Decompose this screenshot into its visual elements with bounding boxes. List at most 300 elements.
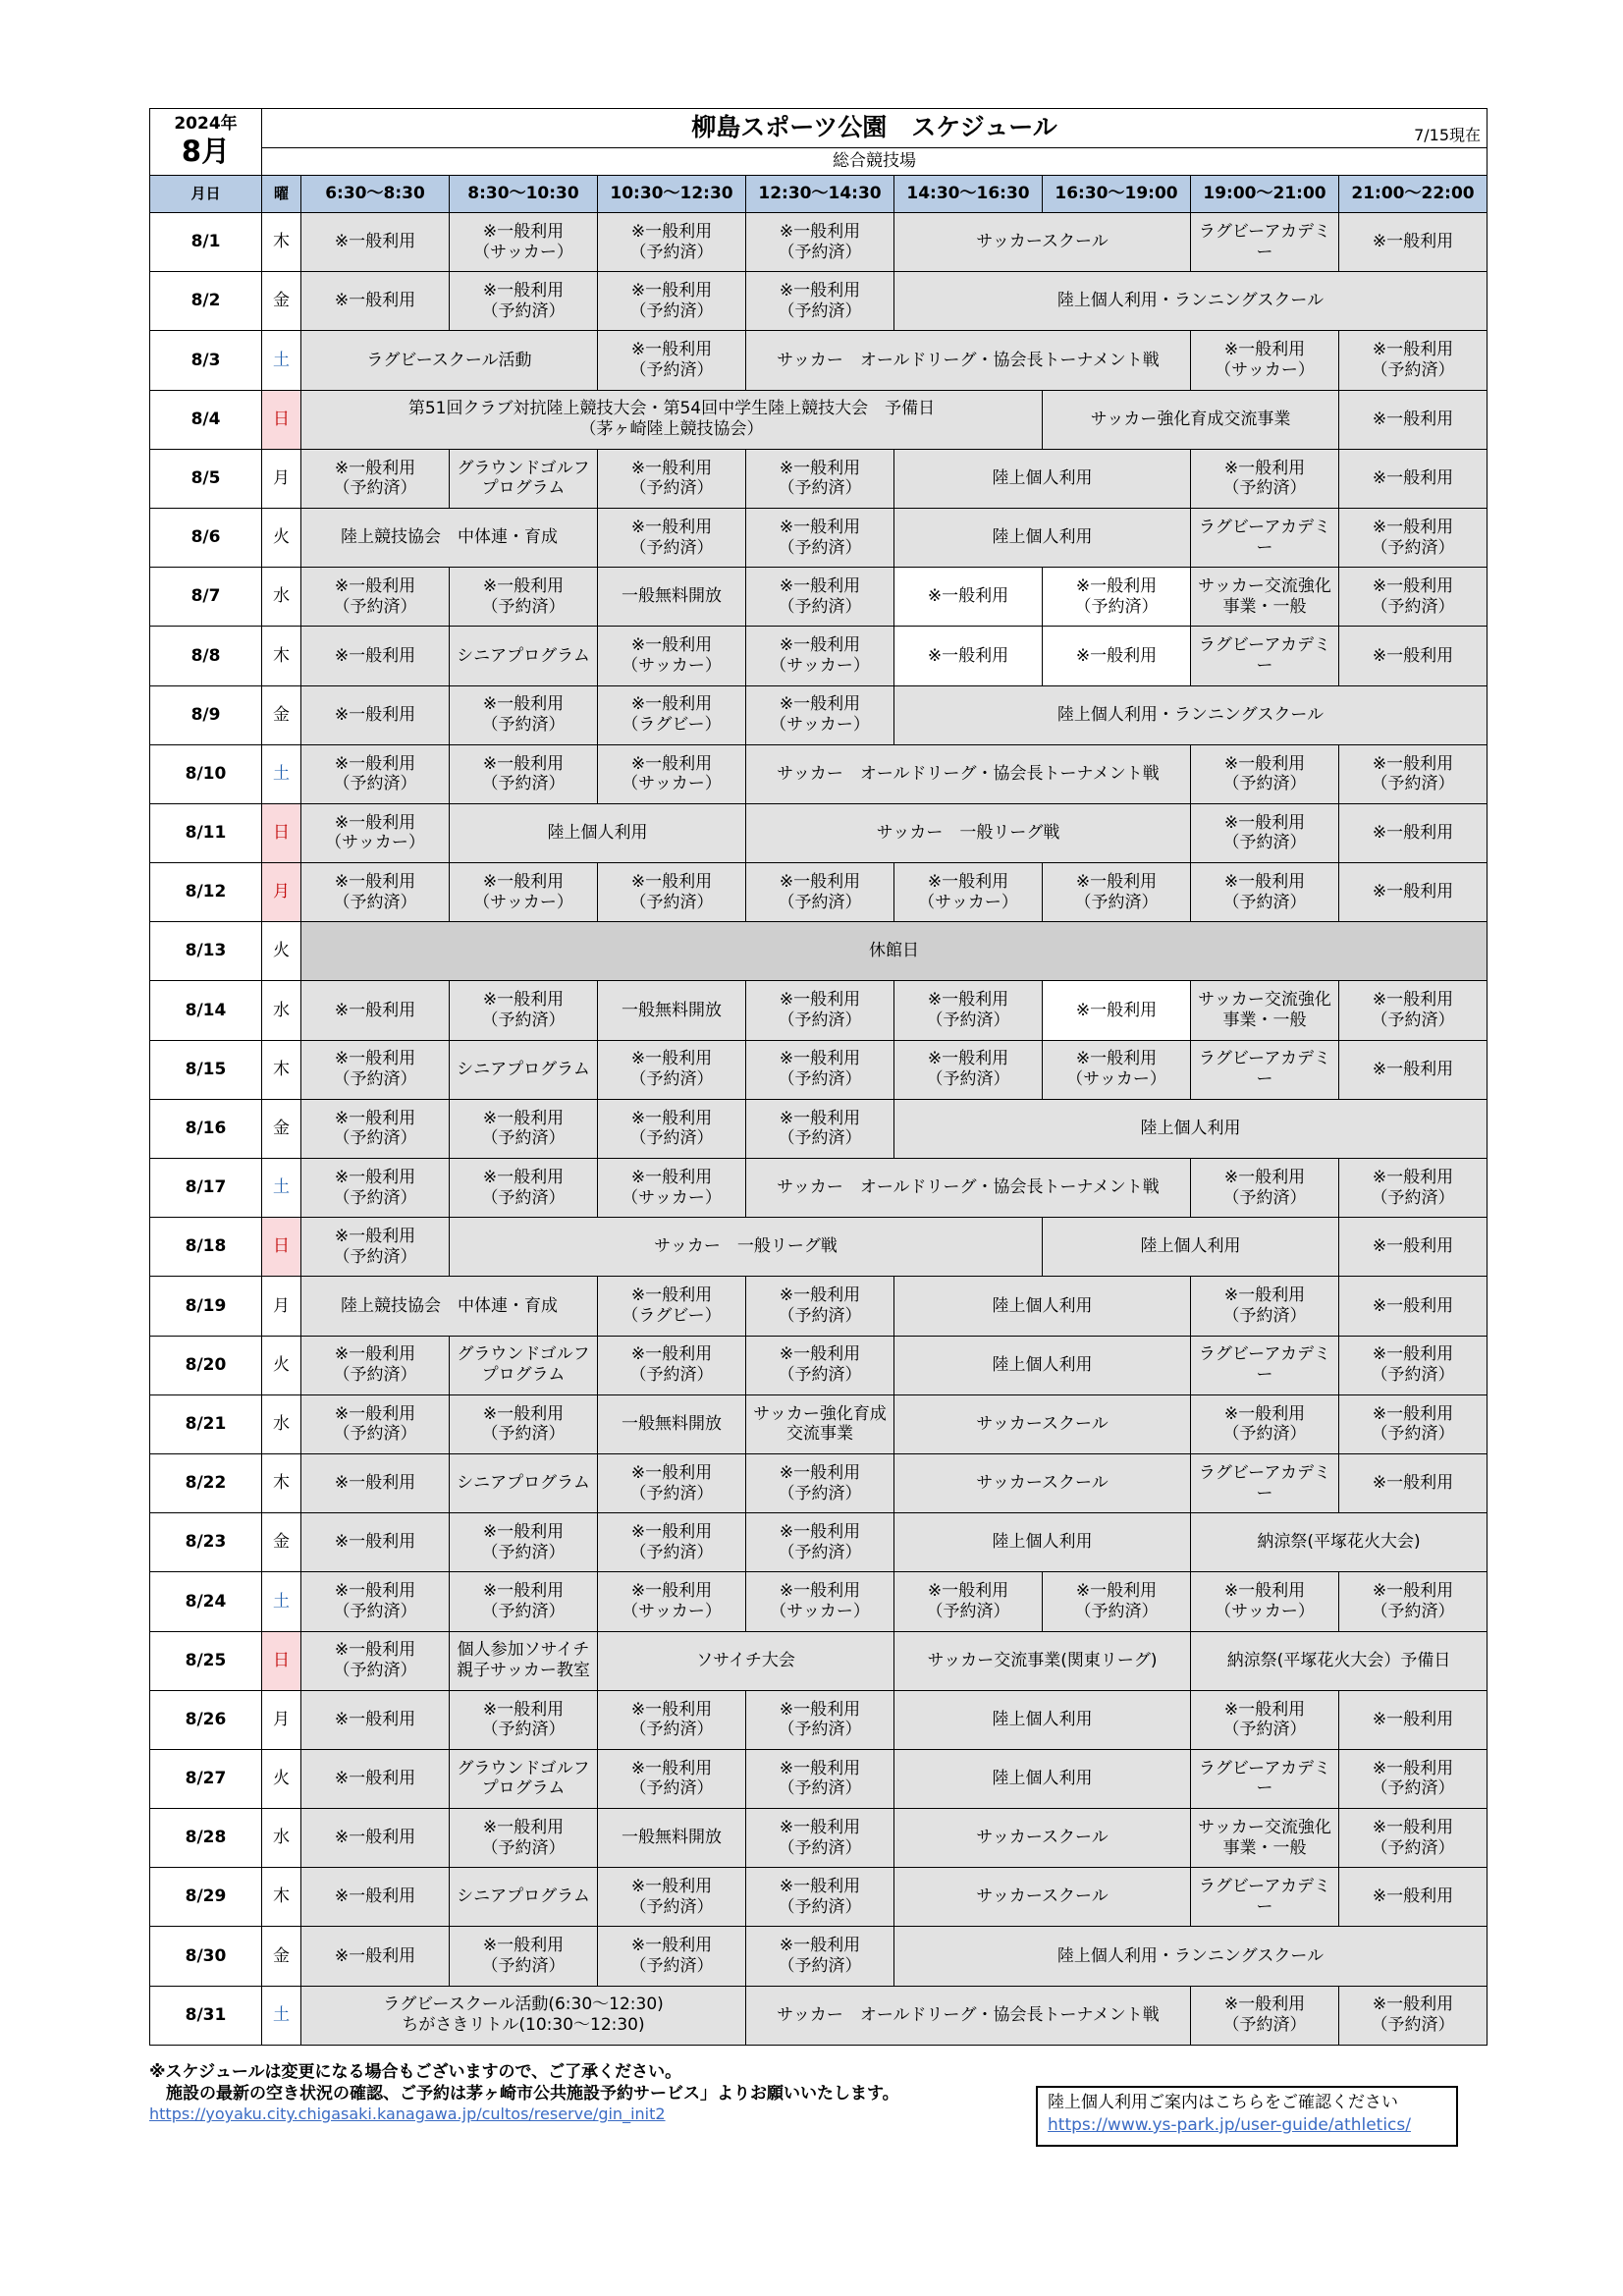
slot-subtext: （予約済） — [1074, 1601, 1159, 1621]
schedule-sheet — [149, 108, 1487, 2046]
slot-cell — [1339, 1809, 1488, 1868]
slot-cell — [1339, 331, 1488, 390]
slot-text: ※一般利用 — [1372, 645, 1454, 666]
slot-cell — [301, 1218, 450, 1277]
slot-subtext: （予約済） — [778, 1128, 862, 1149]
slot-text: ※一般利用 — [482, 221, 565, 242]
slot-subtext: （予約済） — [481, 1837, 566, 1858]
title-cell — [262, 109, 1488, 148]
slot-cell — [450, 863, 598, 922]
athletics-guide-link[interactable]: https://www.ys-park.jp/user-guide/athletics/ — [1048, 2114, 1411, 2135]
date-cell: 8/13 — [150, 922, 262, 981]
slot-cell — [894, 1809, 1191, 1868]
slot-cell — [598, 1277, 746, 1336]
slot-subtext: （予約済） — [1222, 2015, 1307, 2036]
slot-text: サッカースクール — [976, 1828, 1109, 1848]
slot-header: 16:30～19:00 — [1043, 176, 1191, 213]
slot-text: 陸上個人利用 — [992, 1532, 1093, 1553]
slot-cell — [1043, 1218, 1339, 1277]
slot-text: ※一般利用 — [334, 232, 416, 252]
slot-subtext: （予約済） — [629, 301, 714, 321]
slot-text: ※一般利用 — [334, 1886, 416, 1907]
slot-cell — [1191, 1690, 1339, 1749]
slot-cell — [1043, 981, 1191, 1040]
slot-cell — [1191, 1513, 1488, 1572]
slot-subtext: （予約済） — [1222, 1187, 1307, 1208]
slot-subtext: プログラム — [481, 478, 566, 499]
slot-cell — [746, 1336, 894, 1394]
slot-cell — [746, 744, 1191, 803]
slot-text: サッカー オールドリーグ・協会長トーナメント戦 — [777, 1177, 1160, 1198]
slot-cell — [301, 1513, 450, 1572]
slot-cell — [894, 1572, 1043, 1631]
slot-text: ※一般利用 — [1223, 1995, 1306, 2015]
slot-cell — [1339, 803, 1488, 862]
slot-text: ラグビーアカデミー — [1198, 1462, 1331, 1503]
slot-header: 14:30～16:30 — [894, 176, 1043, 213]
slot-cell — [450, 449, 598, 508]
date-cell: 8/15 — [150, 1040, 262, 1099]
slot-text: ※一般利用 — [1075, 1000, 1158, 1020]
weekday-cell: 水 — [262, 1394, 301, 1453]
facility-name: 総合競技場 — [262, 148, 1488, 176]
slot-text: サッカー交流強化事業・一般 — [1198, 1817, 1331, 1858]
slot-cell — [598, 1690, 746, 1749]
slot-cell — [301, 508, 598, 567]
slot-text: ※一般利用 — [927, 586, 1009, 607]
slot-text: ※一般利用 — [779, 1581, 861, 1602]
slot-text: ※一般利用 — [779, 1817, 861, 1837]
slot-cell — [598, 568, 746, 627]
weekday-cell: 木 — [262, 213, 301, 272]
slot-subtext: （予約済） — [1371, 1011, 1455, 1031]
slot-cell — [301, 627, 450, 685]
slot-cell — [301, 1453, 450, 1512]
slot-text: ※一般利用 — [630, 221, 713, 242]
slot-cell — [450, 1099, 598, 1158]
slot-cell — [746, 1159, 1191, 1218]
slot-cell — [1191, 863, 1339, 922]
slot-text: ※一般利用 — [334, 704, 416, 725]
slot-cell — [1339, 863, 1488, 922]
slot-text: ※一般利用 — [334, 1167, 416, 1187]
slot-cell — [894, 449, 1191, 508]
slot-subtext: （予約済） — [481, 1187, 566, 1208]
date-cell: 8/26 — [150, 1690, 262, 1749]
date-cell: 8/3 — [150, 331, 262, 390]
slot-cell — [598, 1809, 746, 1868]
slot-cell — [450, 627, 598, 685]
slot-cell — [1339, 1868, 1488, 1927]
slot-subtext: （予約済） — [926, 1601, 1010, 1621]
slot-text: ※一般利用 — [779, 575, 861, 596]
slot-header: 19:00～21:00 — [1191, 176, 1339, 213]
slot-cell — [301, 981, 450, 1040]
slot-subtext: （予約済） — [778, 1069, 862, 1090]
slot-cell — [301, 1040, 450, 1099]
weekday-cell: 土 — [262, 1572, 301, 1631]
column-header-row — [150, 176, 1488, 213]
slot-cell — [1191, 1749, 1339, 1808]
date-cell: 8/9 — [150, 685, 262, 744]
weekday-cell: 火 — [262, 922, 301, 981]
slot-subtext: （茅ヶ崎陸上競技協会） — [579, 419, 764, 440]
slot-subtext: （予約済） — [1371, 1837, 1455, 1858]
slot-subtext: （予約済） — [629, 242, 714, 262]
slot-subtext: （予約済） — [481, 774, 566, 794]
slot-cell — [301, 1809, 450, 1868]
slot-cell — [746, 1572, 894, 1631]
slot-cell — [746, 1868, 894, 1927]
weekday-cell: 土 — [262, 331, 301, 390]
slot-text: ラグビーアカデミー — [1198, 635, 1331, 676]
slot-text: ※一般利用 — [779, 1936, 861, 1956]
slot-text: ※一般利用 — [630, 1344, 713, 1365]
slot-cell — [894, 213, 1191, 272]
slot-text: ※一般利用 — [630, 1108, 713, 1128]
slot-subtext: （サッカー） — [1215, 1601, 1315, 1621]
slot-subtext: （サッカー） — [622, 774, 722, 794]
slot-text: ※一般利用 — [334, 1000, 416, 1020]
slot-cell — [894, 568, 1043, 627]
weekday-cell: 日 — [262, 803, 301, 862]
year-month-cell — [150, 109, 262, 176]
schedule-row — [150, 1809, 1488, 1868]
slot-text: サッカー 一般リーグ戦 — [654, 1236, 838, 1257]
slot-cell — [301, 272, 450, 331]
slot-text: グラウンドゴルフ — [457, 1758, 590, 1778]
slot-cell — [450, 1927, 598, 1986]
slot-subtext: （予約済） — [1222, 1305, 1307, 1326]
slot-cell — [746, 685, 894, 744]
schedule-row — [150, 568, 1488, 627]
weekday-cell: 月 — [262, 449, 301, 508]
closed-day-cell — [301, 922, 1488, 981]
slot-cell — [450, 213, 598, 272]
weekday-cell: 土 — [262, 1986, 301, 2045]
slot-text: ※一般利用 — [1223, 1699, 1306, 1720]
slot-subtext: （予約済） — [629, 1069, 714, 1090]
slot-cell — [450, 981, 598, 1040]
schedule-row — [150, 449, 1488, 508]
slot-cell — [598, 508, 746, 567]
slot-subtext: （予約済） — [629, 478, 714, 499]
slot-text: シニアプログラム — [457, 1886, 590, 1907]
slot-text: 納涼祭(平塚花火大会）予備日 — [1226, 1650, 1451, 1670]
slot-text: ※一般利用 — [1372, 1886, 1454, 1907]
slot-cell — [598, 449, 746, 508]
slot-text: 陸上個人利用 — [1140, 1119, 1241, 1139]
slot-subtext: （予約済） — [778, 301, 862, 321]
slot-text: ※一般利用 — [630, 871, 713, 892]
slot-subtext: （サッカー） — [770, 655, 870, 676]
slot-text: ※一般利用 — [1372, 1473, 1454, 1494]
slot-subtext: （サッカー） — [770, 1601, 870, 1621]
slot-text: ※一般利用 — [334, 753, 416, 774]
slot-cell — [450, 1513, 598, 1572]
slot-text: ※一般利用 — [779, 1462, 861, 1483]
slot-text: ※一般利用 — [482, 1817, 565, 1837]
slot-text: ラグビーアカデミー — [1198, 517, 1331, 558]
slot-cell — [301, 1927, 450, 1986]
slot-text: ※一般利用 — [927, 1581, 1009, 1602]
slot-cell — [450, 1336, 598, 1394]
slot-cell — [746, 449, 894, 508]
schedule-row — [150, 331, 1488, 390]
slot-cell — [894, 1927, 1488, 1986]
slot-text: ※一般利用 — [779, 1877, 861, 1897]
slot-cell — [894, 1868, 1191, 1927]
notes — [149, 2061, 1033, 2125]
slot-cell — [894, 508, 1191, 567]
slot-text: ※一般利用 — [779, 1049, 861, 1069]
slot-text: ※一般利用 — [927, 1049, 1009, 1069]
slot-text: ※一般利用 — [482, 1936, 565, 1956]
slot-subtext: （予約済） — [333, 478, 417, 499]
slot-text: ※一般利用 — [334, 1344, 416, 1365]
weekday-cell: 木 — [262, 1040, 301, 1099]
slot-subtext: （予約済） — [1371, 2015, 1455, 2036]
slot-cell — [746, 1809, 894, 1868]
slot-text: ※一般利用 — [630, 1581, 713, 1602]
slot-subtext: （予約済） — [333, 596, 417, 617]
slot-text: ※一般利用 — [1372, 753, 1454, 774]
slot-cell — [894, 1513, 1191, 1572]
slot-cell — [598, 627, 746, 685]
slot-cell — [450, 1809, 598, 1868]
slot-cell — [301, 213, 450, 272]
slot-text: ※一般利用 — [779, 990, 861, 1011]
weekday-cell: 日 — [262, 1218, 301, 1277]
schedule-row — [150, 1513, 1488, 1572]
slot-subtext: （予約済） — [926, 1011, 1010, 1031]
slot-subtext: （予約済） — [926, 1069, 1010, 1090]
slot-text: ※一般利用 — [630, 458, 713, 478]
schedule-row — [150, 1631, 1488, 1690]
note-line-2: 施設の最新の空き状況の確認、ご予約は茅ヶ崎市公共施設予約サービス」よりお願いいたします。 — [149, 2084, 899, 2105]
weekday-cell: 日 — [262, 1631, 301, 1690]
slot-cell — [1339, 1040, 1488, 1099]
slot-text: ラグビーアカデミー — [1198, 1049, 1331, 1090]
slot-text: 陸上個人利用 — [992, 1769, 1093, 1789]
year-label: 2024年 — [174, 114, 238, 135]
slot-text: ※一般利用 — [927, 645, 1009, 666]
weekday-cell: 水 — [262, 1809, 301, 1868]
weekday-cell: 火 — [262, 508, 301, 567]
slot-subtext: （予約済） — [481, 1720, 566, 1740]
slot-subtext: （予約済） — [333, 892, 417, 912]
slot-text: サッカースクール — [976, 1473, 1109, 1494]
slot-subtext: （予約済） — [1222, 892, 1307, 912]
dow-column-header: 曜 — [262, 176, 301, 213]
slot-text: ※一般利用 — [779, 458, 861, 478]
weekday-cell: 金 — [262, 272, 301, 331]
slot-subtext: （予約済） — [333, 1365, 417, 1386]
schedule-row — [150, 1277, 1488, 1336]
slot-subtext: （ラグビー） — [622, 715, 722, 736]
slot-text: ※一般利用 — [630, 1285, 713, 1306]
slot-subtext: （サッカー） — [473, 242, 573, 262]
slot-text: ※一般利用 — [1223, 871, 1306, 892]
slot-text: 一般無料開放 — [622, 1828, 722, 1848]
slot-cell — [1191, 331, 1339, 390]
weekday-cell: 火 — [262, 1336, 301, 1394]
slot-subtext: （予約済） — [1222, 1720, 1307, 1740]
slot-cell — [301, 685, 450, 744]
as-of-date: 7/15現在 — [1414, 126, 1482, 145]
date-cell: 8/2 — [150, 272, 262, 331]
slot-text: ※一般利用 — [334, 1227, 416, 1247]
slot-text: ※一般利用 — [334, 458, 416, 478]
slot-text: ※一般利用 — [334, 1108, 416, 1128]
date-cell: 8/14 — [150, 981, 262, 1040]
slot-subtext: （予約済） — [778, 892, 862, 912]
slot-text: ラグビーアカデミー — [1198, 1758, 1331, 1799]
slot-cell — [301, 1749, 450, 1808]
slot-text: ※一般利用 — [482, 1167, 565, 1187]
slot-text: ※一般利用 — [630, 1699, 713, 1720]
slot-text: ※一般利用 — [1372, 1295, 1454, 1316]
slot-cell — [1191, 1868, 1339, 1927]
slot-cell — [598, 272, 746, 331]
slot-subtext: （予約済） — [778, 1365, 862, 1386]
schedule-row — [150, 1336, 1488, 1394]
slot-subtext: （予約済） — [1074, 892, 1159, 912]
slot-subtext: （予約済） — [481, 1424, 566, 1445]
slot-text: ※一般利用 — [1372, 1236, 1454, 1257]
date-cell: 8/22 — [150, 1453, 262, 1512]
slot-text: ※一般利用 — [482, 575, 565, 596]
date-cell: 8/20 — [150, 1336, 262, 1394]
slot-text: ソサイチ大会 — [696, 1650, 795, 1670]
slot-text: ※一般利用 — [1223, 1167, 1306, 1187]
slot-cell — [746, 331, 1191, 390]
slot-text: サッカー強化育成交流事業 — [1090, 409, 1291, 429]
slot-cell — [1339, 449, 1488, 508]
slot-cell — [894, 863, 1043, 922]
slot-text: サッカー交流強化事業・一般 — [1198, 575, 1331, 617]
slot-text: ※一般利用 — [482, 1699, 565, 1720]
slot-cell — [1191, 1809, 1339, 1868]
slot-subtext: （予約済） — [778, 1720, 862, 1740]
slot-subtext: （ラグビー） — [622, 1305, 722, 1326]
slot-subtext: （予約済） — [629, 1720, 714, 1740]
slot-cell — [1191, 449, 1339, 508]
slot-text: 一般無料開放 — [622, 1413, 722, 1434]
slot-text: ※一般利用 — [1075, 871, 1158, 892]
slot-text: サッカースクール — [976, 232, 1109, 252]
reservation-link[interactable]: https://yoyaku.city.chigasaki.kanagawa.jp/cultos/reserve/gin_init2 — [149, 2105, 666, 2124]
schedule-row — [150, 1099, 1488, 1158]
schedule-table — [149, 108, 1488, 2046]
slot-header: 21:00～22:00 — [1339, 176, 1488, 213]
slot-cell — [746, 863, 894, 922]
slot-text: ※一般利用 — [630, 1936, 713, 1956]
date-cell: 8/4 — [150, 390, 262, 449]
slot-text: ※一般利用 — [927, 871, 1009, 892]
slot-subtext: （予約済） — [778, 596, 862, 617]
slot-cell — [598, 863, 746, 922]
slot-text: ※一般利用 — [334, 1945, 416, 1966]
slot-cell — [894, 1631, 1191, 1690]
slot-text: ※一般利用 — [1223, 1581, 1306, 1602]
slot-text: ※一般利用 — [779, 1521, 861, 1542]
slot-subtext: （予約済） — [1222, 1424, 1307, 1445]
slot-text: ※一般利用 — [630, 694, 713, 715]
weekday-cell: 金 — [262, 1099, 301, 1158]
slot-text: 陸上個人利用 — [992, 1295, 1093, 1316]
slot-cell — [598, 1513, 746, 1572]
slot-cell — [598, 1572, 746, 1631]
slot-text: サッカー 一般リーグ戦 — [876, 823, 1060, 844]
slot-subtext: （サッカー） — [622, 655, 722, 676]
slot-cell — [1043, 390, 1339, 449]
slot-cell — [894, 1099, 1488, 1158]
slot-cell — [1339, 1572, 1488, 1631]
slot-text: ※一般利用 — [779, 694, 861, 715]
slot-text: 陸上個人利用 — [992, 1354, 1093, 1375]
slot-subtext: （予約済） — [778, 1896, 862, 1917]
slot-cell — [301, 390, 1043, 449]
info-text: 陸上個人利用ご案内はこちらをご確認ください — [1048, 2093, 1398, 2112]
slot-text: ※一般利用 — [334, 1769, 416, 1789]
slot-text: ※一般利用 — [1075, 1049, 1158, 1069]
slot-text: ※一般利用 — [779, 635, 861, 656]
slot-subtext: （予約済） — [1371, 1778, 1455, 1799]
slot-cell — [598, 1868, 746, 1927]
slot-text: ※一般利用 — [1372, 1167, 1454, 1187]
slot-cell — [301, 1631, 450, 1690]
slot-subtext: （サッカー） — [622, 1601, 722, 1621]
slot-text: ※一般利用 — [334, 1403, 416, 1424]
slot-subtext: （予約済） — [1074, 596, 1159, 617]
slot-cell — [746, 1513, 894, 1572]
slot-cell — [598, 1099, 746, 1158]
slot-cell — [1043, 1572, 1191, 1631]
slot-cell — [1191, 1986, 1339, 2045]
slot-cell — [598, 981, 746, 1040]
slot-subtext: （予約済） — [481, 1601, 566, 1621]
schedule-row — [150, 1040, 1488, 1099]
slot-text: 陸上個人利用 — [992, 527, 1093, 548]
slot-text: ※一般利用 — [630, 517, 713, 537]
slot-cell — [1339, 1749, 1488, 1808]
slot-cell — [598, 1631, 894, 1690]
weekday-cell: 火 — [262, 1749, 301, 1808]
slot-cell — [1339, 1277, 1488, 1336]
slot-subtext: （予約済） — [1371, 596, 1455, 617]
slot-text: ※一般利用 — [630, 1521, 713, 1542]
slot-text: ※一般利用 — [1372, 1709, 1454, 1729]
slot-cell — [894, 272, 1488, 331]
slot-subtext: （予約済） — [778, 242, 862, 262]
slot-cell — [301, 1690, 450, 1749]
slot-subtext: （予約済） — [629, 1956, 714, 1977]
slot-cell — [301, 1099, 450, 1158]
slot-cell — [1339, 568, 1488, 627]
slot-cell — [746, 1927, 894, 1986]
slot-cell — [598, 213, 746, 272]
weekday-cell: 金 — [262, 685, 301, 744]
slot-cell — [1043, 863, 1191, 922]
slot-header: 10:30～12:30 — [598, 176, 746, 213]
weekday-cell: 土 — [262, 744, 301, 803]
slot-cell — [1191, 627, 1339, 685]
slot-text: ※一般利用 — [1372, 467, 1454, 488]
slot-text: サッカー強化育成交流事業 — [753, 1403, 887, 1445]
weekday-cell: 月 — [262, 1277, 301, 1336]
slot-cell — [450, 1159, 598, 1218]
